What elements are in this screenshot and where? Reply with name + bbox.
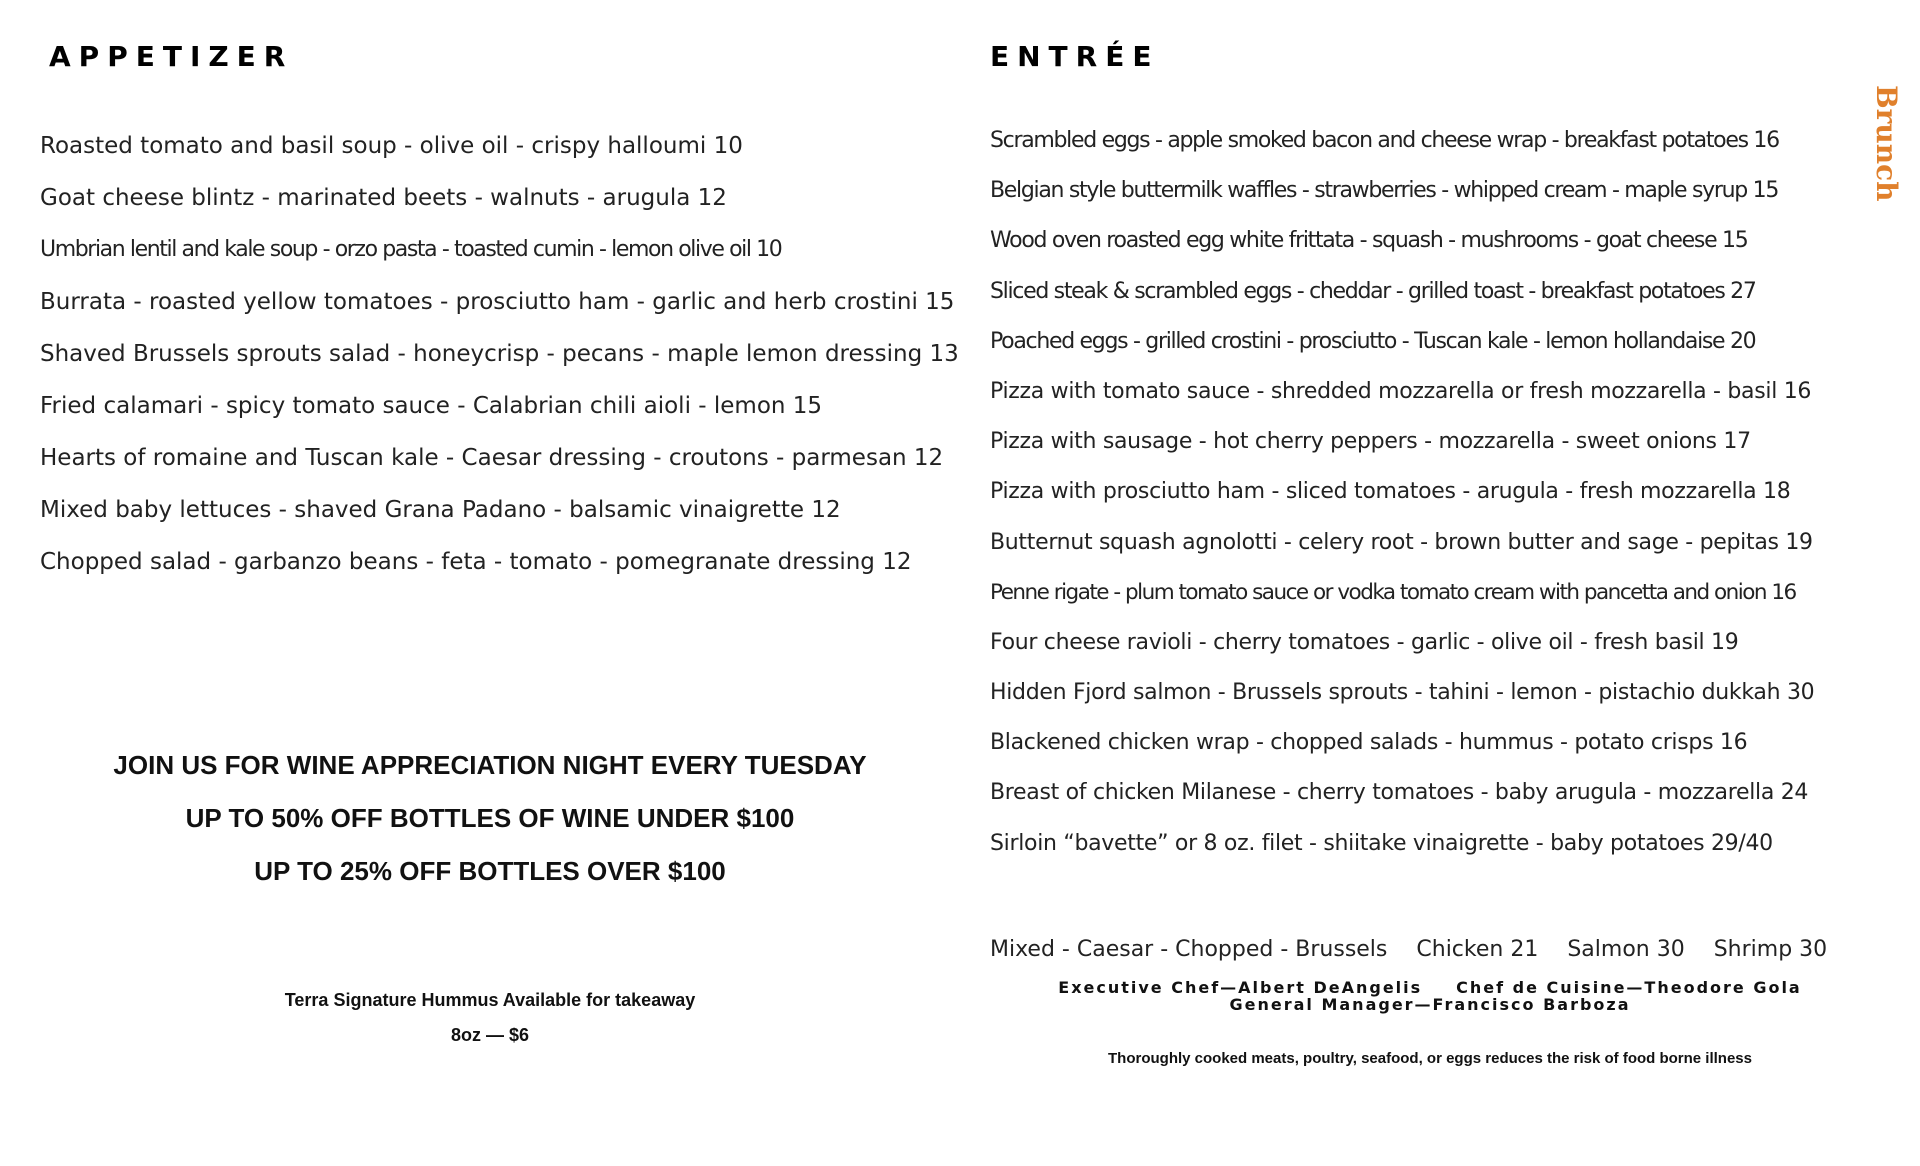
entree-item: Sliced steak & scrambled eggs - cheddar - grilled toast - breakfast potatoes 27 <box>990 278 1756 304</box>
entree-item: Sirloin “bavette” or 8 oz. filet - shiitake vinaigrette - baby potatoes 29/40 <box>990 830 1773 856</box>
appetizer-item: Fried calamari - spicy tomato sauce - Calabrian chili aioli - lemon 15 <box>40 393 823 419</box>
staff-credits-manager <box>990 995 1870 1014</box>
addon-shrimp: Shrimp 30 <box>1713 937 1828 962</box>
appetizer-item: Chopped salad - garbanzo beans - feta - tomato - pomegranate dressing 12 <box>40 549 912 575</box>
brunch-side-label: Brunch <box>1870 85 1903 202</box>
appetizer-item: Umbrian lentil and kale soup - orzo pasta - toasted cumin - lemon olive oil 10 <box>40 237 782 262</box>
chef-de-cuisine-credit: Chef de Cuisine—Theodore Gola <box>1456 978 1802 997</box>
appetizer-item: Shaved Brussels sprouts salad - honeycrisp - pecans - maple lemon dressing 13 <box>40 341 959 367</box>
entree-item: Four cheese ravioli - cherry tomatoes - garlic - olive oil - fresh basil 19 <box>990 629 1739 655</box>
entree-item: Pizza with sausage - hot cherry peppers - mozzarella - sweet onions 17 <box>990 429 1751 455</box>
entree-item: Scrambled eggs - apple smoked bacon and cheese wrap - breakfast potatoes 16 <box>990 128 1779 153</box>
appetizer-item: Roasted tomato and basil soup - olive oil - crispy halloumi 10 <box>40 133 743 159</box>
entree-item: Pizza with tomato sauce - shredded mozzarella or fresh mozzarella - basil 16 <box>990 378 1812 404</box>
entree-item: Butternut squash agnolotti - celery root - brown butter and sage - pepitas 19 <box>990 529 1813 555</box>
appetizer-item: Goat cheese blintz - marinated beets - walnuts - arugula 12 <box>40 185 727 211</box>
wine-promo-under-100: UP TO 50% OFF BOTTLES OF WINE UNDER $100 <box>185 803 795 833</box>
appetizer-list <box>40 130 959 598</box>
appetizer-item: Hearts of romaine and Tuscan kale - Caesar dressing - croutons - parmesan 12 <box>40 445 944 471</box>
entree-list <box>990 125 1870 878</box>
appetizer-item: Burrata - roasted yellow tomatoes - prosciutto ham - garlic and herb crostini 15 <box>40 289 955 315</box>
entree-item: Hidden Fjord salmon - Brussels sprouts - tahini - lemon - pistachio dukkah 30 <box>990 680 1815 706</box>
wine-promo-headline: JOIN US FOR WINE APPRECIATION NIGHT EVERY TUESDAY <box>113 750 867 780</box>
executive-chef-credit: Executive Chef—Albert DeAngelis <box>1058 978 1423 997</box>
entree-item: Poached eggs - grilled crostini - prosciutto - Tuscan kale - lemon hollandaise 20 <box>990 328 1756 354</box>
entree-item: Belgian style buttermilk waffles - strawberries - whipped cream - maple syrup 15 <box>990 178 1779 204</box>
salad-addons-line <box>990 937 1849 962</box>
appetizer-item: Mixed baby lettuces - shaved Grana Padano - balsamic vinaigrette 12 <box>40 497 841 523</box>
entree-heading: ENTRÉE <box>990 40 1160 73</box>
salad-options: Mixed - Caesar - Chopped - Brussels <box>990 937 1388 962</box>
hummus-takeaway-price: 8oz — $6 <box>450 1025 530 1045</box>
addon-salmon: Salmon 30 <box>1567 937 1685 962</box>
hummus-takeaway-note: Terra Signature Hummus Available for takeaway <box>284 990 696 1010</box>
food-safety-disclaimer: Thoroughly cooked meats, poultry, seafood, or eggs reduces the risk of food borne illness <box>1108 1050 1752 1067</box>
appetizer-heading: APPETIZER <box>49 40 294 73</box>
entree-item: Pizza with prosciutto ham - sliced tomatoes - arugula - fresh mozzarella 18 <box>990 479 1791 505</box>
entree-item: Breast of chicken Milanese - cherry tomatoes - baby arugula - mozzarella 24 <box>990 780 1809 806</box>
entree-item: Penne rigate - plum tomato sauce or vodka tomato cream with pancetta and onion 16 <box>990 579 1796 605</box>
addon-chicken: Chicken 21 <box>1416 937 1539 962</box>
entree-item: Blackened chicken wrap - chopped salads - hummus - potato crisps 16 <box>990 730 1748 756</box>
wine-promo-over-100: UP TO 25% OFF BOTTLES OVER $100 <box>254 856 726 886</box>
general-manager-credit: General Manager—Francisco Barboza <box>1229 995 1631 1014</box>
entree-item: Wood oven roasted egg white frittata - squash - mushrooms - goat cheese 15 <box>990 228 1748 254</box>
